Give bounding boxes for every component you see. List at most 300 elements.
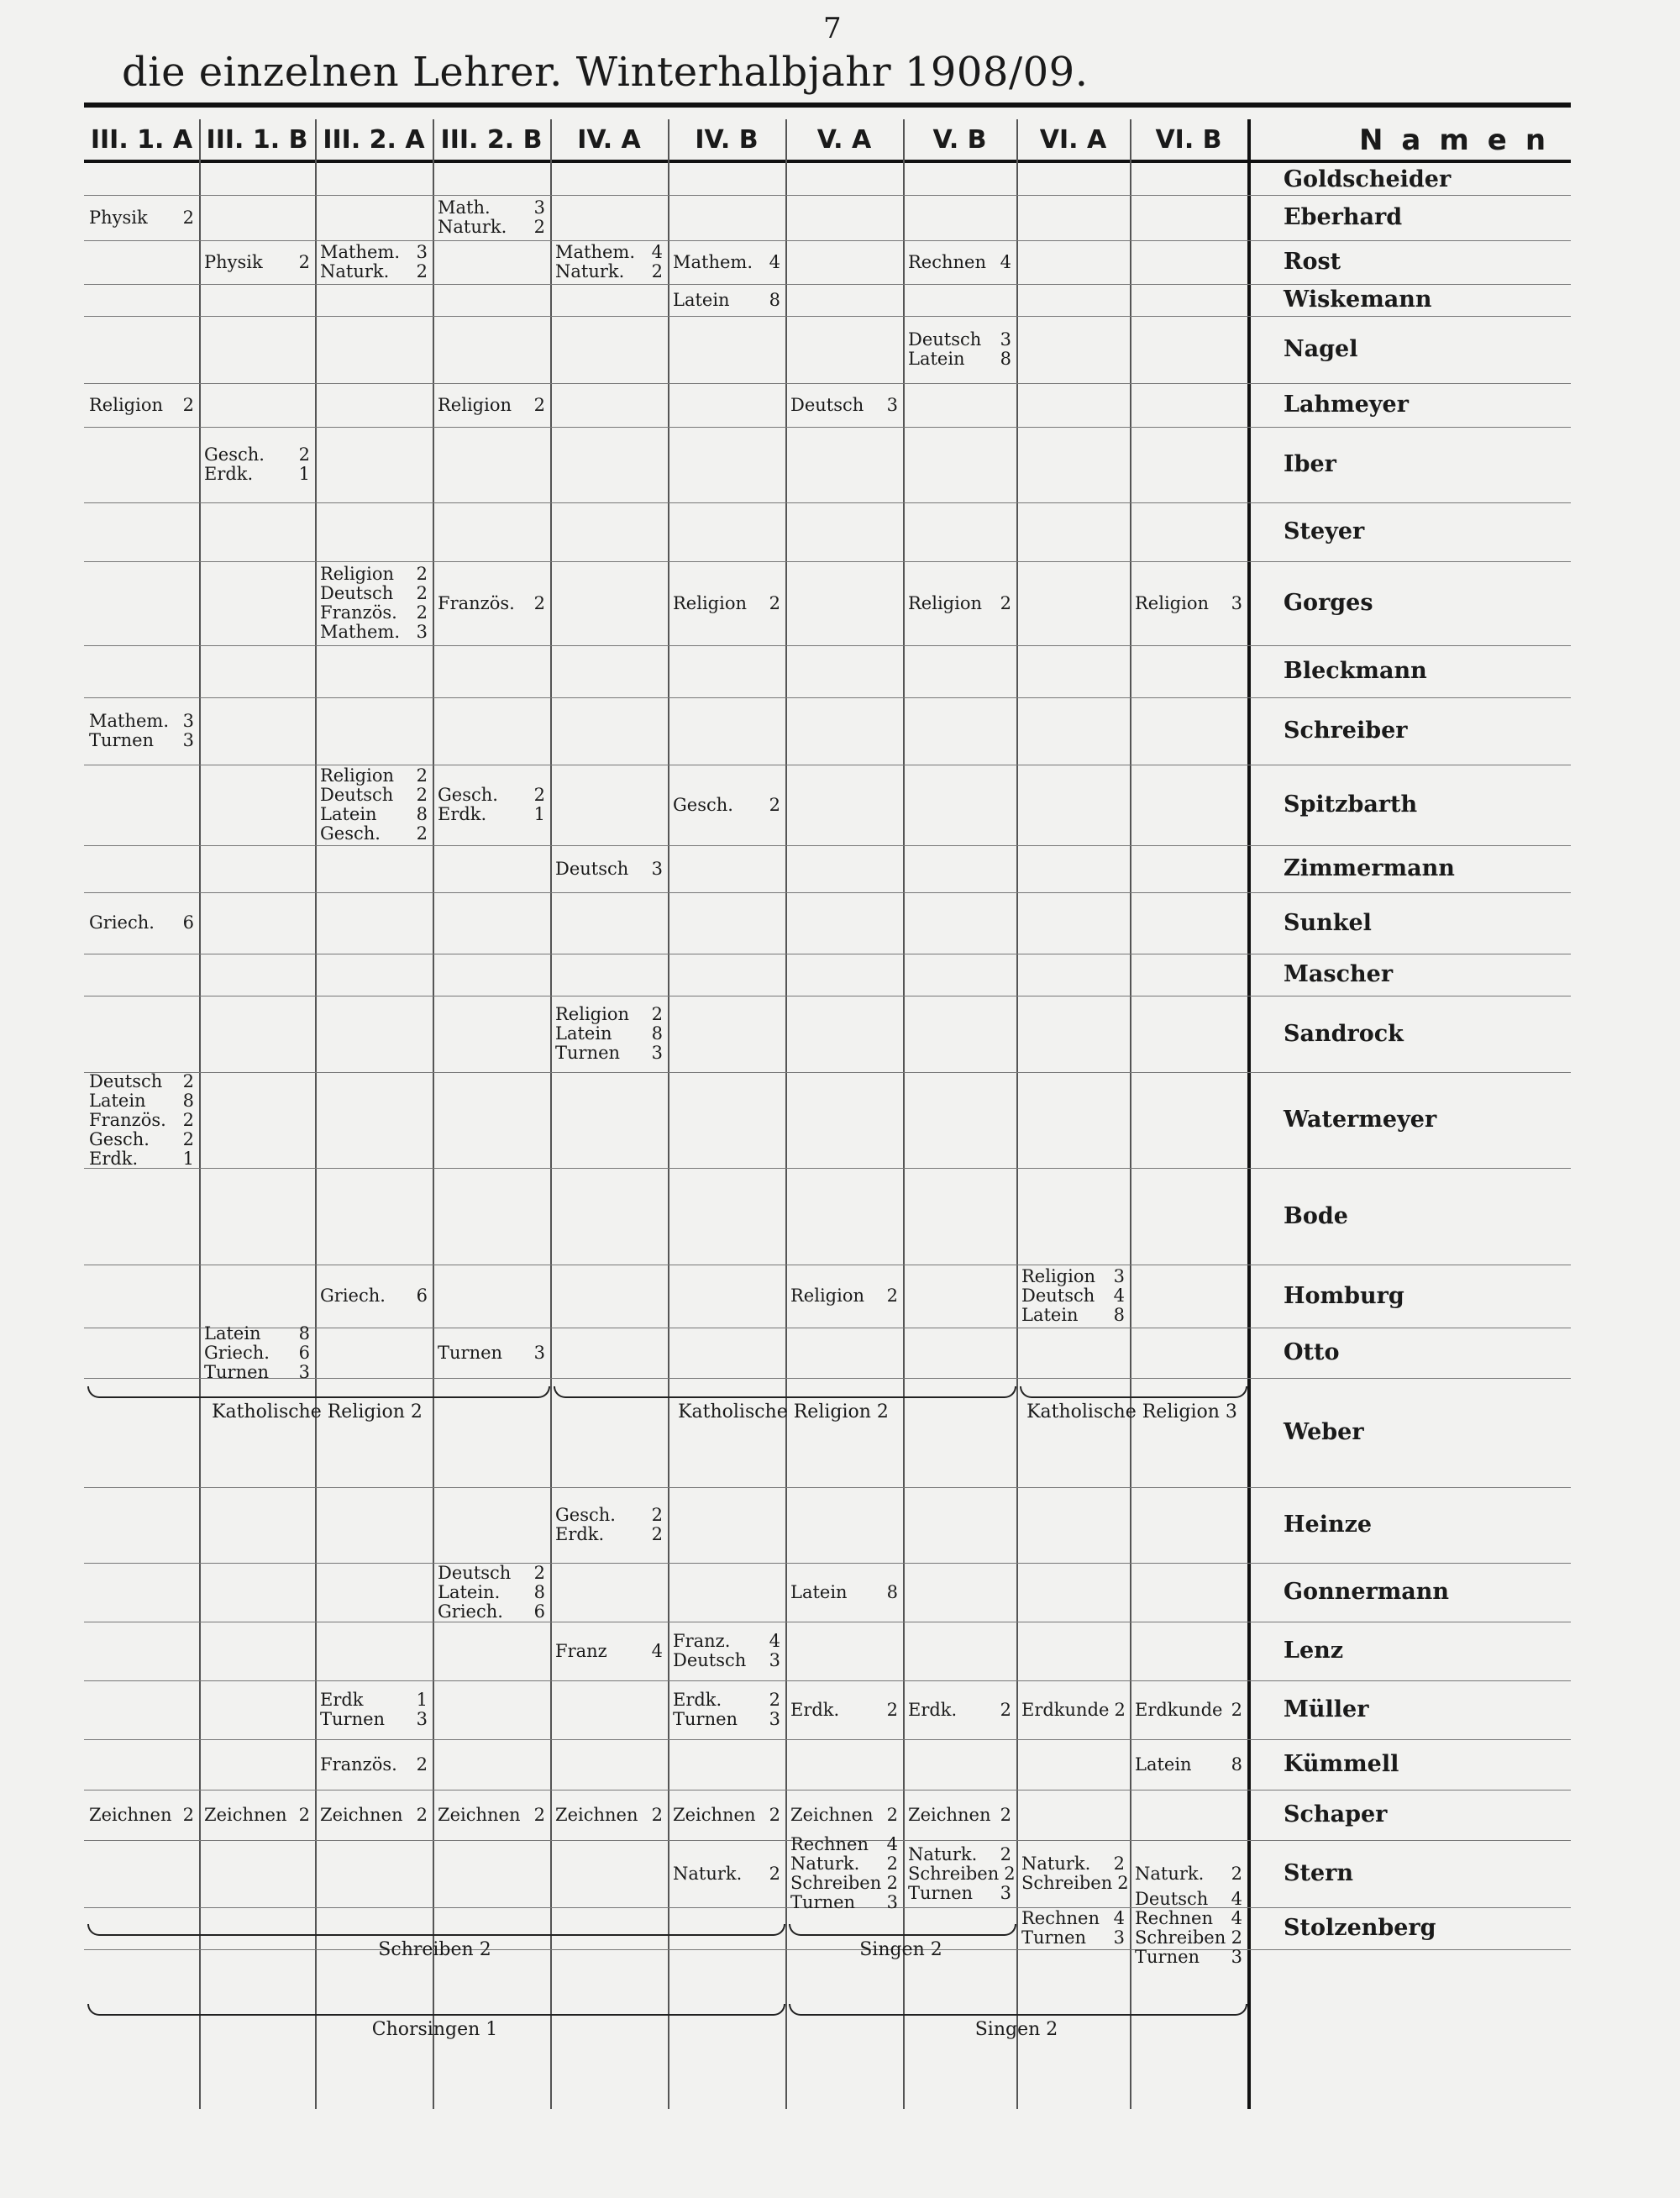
subject-name: Schreiben xyxy=(1021,1873,1113,1893)
subject-hours: 2 xyxy=(651,1505,663,1525)
subject-entry xyxy=(555,1005,663,1024)
subject-name: Deutsch xyxy=(320,583,394,603)
subject-entry xyxy=(89,731,194,750)
teacher-name: Otto xyxy=(1284,1339,1340,1365)
subject-entry xyxy=(320,603,428,623)
subject-hours: 2 xyxy=(416,785,428,805)
subject-name: Naturk. xyxy=(438,217,507,237)
schedule-cell xyxy=(438,1344,545,1363)
schedule-cell xyxy=(790,1835,898,1912)
column-divider xyxy=(433,119,434,2109)
subject-hours: 3 xyxy=(182,730,194,750)
subject-name: Deutsch xyxy=(438,1562,512,1583)
subject-hours: 4 xyxy=(769,251,780,272)
subject-entry xyxy=(320,786,428,805)
subject-entry xyxy=(89,1130,194,1149)
subject-entry xyxy=(1021,1306,1125,1325)
subject-name: Religion xyxy=(1135,592,1209,613)
subject-hours: 2 xyxy=(886,1873,898,1893)
subject-name: Deutsch xyxy=(89,1070,163,1091)
subject-entry xyxy=(555,1642,663,1661)
subject-name: Zeichnen xyxy=(673,1804,756,1825)
subject-name: Naturk. xyxy=(320,261,390,281)
teacher-name: Kümmell xyxy=(1284,1751,1399,1777)
subject-name: Erdkunde xyxy=(1021,1699,1110,1720)
span-brace xyxy=(554,1386,1016,1398)
schedule-cell xyxy=(908,1806,1011,1825)
schedule-cell xyxy=(790,1806,898,1825)
schedule-cell xyxy=(673,1806,780,1825)
subject-entry xyxy=(908,1845,1011,1864)
subject-hours: 2 xyxy=(1117,1873,1129,1893)
subject-name: Zeichnen xyxy=(320,1804,403,1825)
subject-name: Französ. xyxy=(320,602,397,623)
subject-hours: 2 xyxy=(886,1804,898,1825)
subject-entry xyxy=(555,1525,663,1544)
subject-entry xyxy=(555,1044,663,1063)
subject-entry xyxy=(89,1111,194,1130)
row-divider xyxy=(84,845,1571,846)
teacher-name: Sandrock xyxy=(1284,1020,1404,1047)
subject-hours: 2 xyxy=(1114,1699,1126,1720)
subject-name: Religion xyxy=(908,592,982,613)
subject-entry xyxy=(673,291,780,310)
teacher-name: Steyer xyxy=(1284,518,1365,544)
subject-entry xyxy=(438,1564,545,1583)
subject-hours: 2 xyxy=(1000,1699,1011,1720)
page-title: die einzelnen Lehrer. Winterhalbjahr 1908/09. xyxy=(122,49,1089,96)
class-header-8: V. B xyxy=(932,125,987,155)
schedule-cell xyxy=(673,594,780,613)
teacher-name: Eberhard xyxy=(1284,204,1403,230)
subject-name: Religion xyxy=(1021,1266,1095,1286)
teacher-name: Wiskemann xyxy=(1284,287,1432,313)
teacher-name: Lahmeyer xyxy=(1284,392,1409,418)
subject-name: Physik xyxy=(89,207,148,228)
teacher-name: Iber xyxy=(1284,451,1336,477)
subject-entry xyxy=(89,1806,194,1825)
subject-name: Deutsch xyxy=(908,329,982,350)
subject-entry xyxy=(790,1583,898,1602)
subject-entry xyxy=(673,1632,780,1651)
class-header-2: III. 1. B xyxy=(206,125,308,155)
subject-name: Gesch. xyxy=(438,785,498,805)
schedule-cell xyxy=(320,1755,428,1775)
subject-hours: 6 xyxy=(533,1601,545,1622)
subject-hours: 2 xyxy=(886,1699,898,1720)
span-brace xyxy=(87,2004,785,2016)
schedule-cell xyxy=(673,796,780,815)
subject-hours: 8 xyxy=(886,1581,898,1602)
subject-entry xyxy=(320,805,428,824)
schedule-cell xyxy=(89,1072,194,1169)
subject-name: Griech. xyxy=(204,1342,270,1363)
subject-hours: 2 xyxy=(416,765,428,786)
subject-hours: 2 xyxy=(298,251,310,272)
schedule-cell xyxy=(438,786,545,824)
subject-name: Gesch. xyxy=(89,1128,150,1149)
subject-entry xyxy=(790,1835,898,1854)
subject-hours: 3 xyxy=(182,711,194,731)
names-divider xyxy=(1247,119,1251,2109)
subject-entry xyxy=(790,1854,898,1874)
subject-entry xyxy=(204,253,310,272)
subject-name: Gesch. xyxy=(204,444,265,465)
span-brace xyxy=(789,2004,1247,2016)
subject-entry xyxy=(555,1506,663,1525)
subject-entry xyxy=(555,860,663,879)
subject-name: Französ. xyxy=(320,1754,397,1775)
subject-entry xyxy=(89,1091,194,1111)
subject-hours: 2 xyxy=(182,394,194,415)
subject-entry xyxy=(790,396,898,415)
subject-hours: 2 xyxy=(298,1804,310,1825)
subject-name: Turnen xyxy=(673,1709,738,1729)
subject-hours: 4 xyxy=(1231,1889,1242,1909)
subject-name: Zeichnen xyxy=(908,1804,991,1825)
row-divider xyxy=(84,892,1571,893)
subject-hours: 1 xyxy=(416,1690,428,1710)
subject-name: Zeichnen xyxy=(555,1804,638,1825)
subject-name: Griech. xyxy=(438,1601,503,1622)
subject-entry xyxy=(1135,1755,1242,1775)
schedule-cell xyxy=(555,243,663,281)
subject-hours: 2 xyxy=(533,394,545,415)
column-divider xyxy=(785,119,787,2109)
subject-hours: 4 xyxy=(769,1631,780,1651)
subject-hours: 4 xyxy=(1000,251,1011,272)
subject-name: Religion xyxy=(438,394,512,415)
schedule-cell xyxy=(1021,1267,1125,1325)
schedule-cell xyxy=(673,1691,780,1729)
schedule-cell xyxy=(673,291,780,310)
teacher-name: Bleckmann xyxy=(1284,658,1427,684)
subject-hours: 4 xyxy=(1113,1286,1125,1306)
subject-hours: 3 xyxy=(298,1361,310,1382)
subject-name: Naturk. xyxy=(790,1854,860,1874)
teacher-name: Schreiber xyxy=(1284,718,1408,744)
subject-hours: 3 xyxy=(769,1709,780,1729)
row-divider xyxy=(84,427,1571,428)
subject-hours: 2 xyxy=(1004,1863,1016,1884)
subject-hours: 8 xyxy=(1113,1305,1125,1325)
subject-hours: 2 xyxy=(533,592,545,613)
schedule-cell xyxy=(908,594,1011,613)
subject-entry xyxy=(908,1806,1011,1825)
schedule-cell xyxy=(89,1806,194,1825)
schedule-cell xyxy=(89,913,194,933)
column-divider xyxy=(315,119,317,2109)
subject-name: Schreiben xyxy=(790,1873,882,1893)
subject-hours: 2 xyxy=(1113,1854,1125,1874)
subject-entry xyxy=(320,1286,428,1306)
subject-name: Turnen xyxy=(790,1892,856,1912)
subject-hours: 1 xyxy=(298,464,310,484)
subject-name: Turnen xyxy=(320,1709,386,1729)
subject-hours: 2 xyxy=(182,1804,194,1825)
subject-hours: 4 xyxy=(1113,1908,1125,1928)
subject-entry xyxy=(908,1701,1011,1720)
subject-name: Turnen xyxy=(438,1342,503,1363)
subject-entry xyxy=(790,1874,898,1893)
subject-entry xyxy=(204,445,310,465)
span-brace xyxy=(87,1924,785,1936)
schedule-cell xyxy=(320,1691,428,1729)
schedule-cell xyxy=(1135,1755,1242,1775)
subject-hours: 4 xyxy=(651,242,663,262)
subject-name: Deutsch xyxy=(1135,1889,1209,1909)
subject-entry xyxy=(320,766,428,786)
subject-entry xyxy=(438,805,545,824)
subject-hours: 2 xyxy=(769,1863,780,1884)
subject-entry xyxy=(1135,1948,1242,1967)
row-divider xyxy=(84,195,1571,196)
subject-entry xyxy=(1135,1701,1242,1720)
subject-hours: 2 xyxy=(1000,1804,1011,1825)
teacher-name: Goldscheider xyxy=(1284,166,1452,192)
subject-name: Naturk. xyxy=(1021,1854,1091,1874)
subject-entry xyxy=(320,262,428,281)
subject-name: Naturk. xyxy=(1135,1863,1205,1884)
page-number: 7 xyxy=(823,12,842,45)
class-header-3: III. 2. A xyxy=(323,125,425,155)
subject-hours: 2 xyxy=(769,1804,780,1825)
subject-entry xyxy=(320,565,428,584)
subject-hours: 4 xyxy=(886,1834,898,1854)
schedule-cell xyxy=(1021,1854,1129,1893)
subject-name: Religion xyxy=(320,765,394,786)
subject-name: Latein xyxy=(908,349,965,369)
subject-hours: 2 xyxy=(416,1804,428,1825)
subject-name: Turnen xyxy=(1135,1947,1200,1967)
subject-name: Turnen xyxy=(1021,1927,1087,1948)
subject-hours: 2 xyxy=(182,1128,194,1149)
subject-hours: 8 xyxy=(533,1581,545,1602)
subject-entry xyxy=(908,1884,1011,1903)
subject-entry xyxy=(1021,1928,1125,1948)
subject-hours: 8 xyxy=(298,1322,310,1344)
subject-name: Rechnen xyxy=(1135,1908,1214,1928)
schedule-cell xyxy=(673,1864,780,1884)
subject-name: Erdk. xyxy=(438,804,487,824)
subject-entry xyxy=(1021,1909,1125,1928)
subject-entry xyxy=(89,396,194,415)
subject-hours: 6 xyxy=(182,912,194,933)
subject-entry xyxy=(908,350,1011,369)
column-divider xyxy=(903,119,905,2109)
subject-hours: 3 xyxy=(1231,592,1242,613)
subject-entry xyxy=(320,1755,428,1775)
teacher-name: Weber xyxy=(1284,1419,1364,1445)
span-label: Chorsingen 1 xyxy=(371,2019,498,2040)
column-divider xyxy=(1130,119,1131,2109)
subject-name: Latein. xyxy=(438,1581,501,1602)
subject-name: Latein xyxy=(204,1322,261,1344)
subject-name: Gesch. xyxy=(320,823,381,844)
subject-hours: 4 xyxy=(1231,1908,1242,1928)
subject-hours: 2 xyxy=(416,823,428,844)
subject-entry xyxy=(89,1072,194,1091)
subject-name: Franz xyxy=(555,1640,607,1661)
schedule-cell xyxy=(908,1843,1016,1903)
subject-hours: 3 xyxy=(1113,1927,1125,1948)
row-divider xyxy=(84,561,1571,562)
subject-hours: 2 xyxy=(416,583,428,603)
subject-entry xyxy=(204,1344,310,1363)
subject-entry xyxy=(320,623,428,642)
subject-hours: 3 xyxy=(769,1650,780,1670)
subject-entry xyxy=(555,262,663,281)
schedule-cell xyxy=(204,445,310,484)
schedule-cell xyxy=(89,712,194,750)
subject-entry xyxy=(1135,1909,1242,1928)
subject-hours: 3 xyxy=(416,1709,428,1729)
subject-hours: 3 xyxy=(651,1043,663,1063)
subject-entry xyxy=(790,1806,898,1825)
subject-hours: 2 xyxy=(769,592,780,613)
subject-hours: 3 xyxy=(416,622,428,642)
teacher-name: Mascher xyxy=(1284,961,1394,987)
schedule-cell xyxy=(438,1564,545,1622)
subject-hours: 2 xyxy=(1231,1863,1242,1884)
subject-name: Griech. xyxy=(320,1286,386,1306)
subject-hours: 2 xyxy=(416,261,428,281)
schedule-cell xyxy=(673,1632,780,1670)
row-divider xyxy=(84,502,1571,503)
subject-hours: 3 xyxy=(533,197,545,218)
subject-hours: 4 xyxy=(651,1640,663,1661)
subject-hours: 2 xyxy=(886,1854,898,1874)
class-header-10: VI. B xyxy=(1155,125,1222,155)
subject-name: Französ. xyxy=(438,592,515,613)
subject-name: Gesch. xyxy=(555,1505,616,1525)
subject-hours: 2 xyxy=(769,794,780,815)
subject-hours: 2 xyxy=(886,1286,898,1306)
subject-hours: 2 xyxy=(182,1070,194,1091)
schedule-cell xyxy=(1135,1701,1242,1720)
subject-hours: 8 xyxy=(1231,1754,1242,1775)
teacher-name: Schaper xyxy=(1284,1801,1388,1827)
subject-entry xyxy=(438,218,545,237)
subject-name: Erdk. xyxy=(204,464,254,484)
subject-name: Mathem. xyxy=(673,251,753,272)
subject-name: Zeichnen xyxy=(204,1804,287,1825)
subject-entry xyxy=(673,594,780,613)
subject-name: Naturk. xyxy=(555,261,625,281)
subject-name: Religion xyxy=(673,592,747,613)
row-divider xyxy=(84,1487,1571,1488)
subject-entry xyxy=(673,1864,780,1884)
subject-name: Naturk. xyxy=(673,1863,743,1884)
subject-hours: 8 xyxy=(1000,349,1011,369)
subject-name: Gesch. xyxy=(673,794,733,815)
teacher-name: Homburg xyxy=(1284,1282,1404,1309)
subject-hours: 1 xyxy=(182,1148,194,1169)
subject-hours: 1 xyxy=(533,804,545,824)
subject-name: Math. xyxy=(438,197,491,218)
schedule-cell xyxy=(320,243,428,281)
subject-hours: 3 xyxy=(886,1892,898,1912)
subject-entry xyxy=(89,1149,194,1169)
subject-name: Religion xyxy=(555,1004,629,1024)
subject-entry xyxy=(908,594,1011,613)
subject-hours: 8 xyxy=(416,804,428,824)
subject-entry xyxy=(204,1806,310,1825)
subject-entry xyxy=(673,1806,780,1825)
subject-hours: 3 xyxy=(651,858,663,879)
subject-entry xyxy=(1021,1267,1125,1286)
teacher-name: Heinze xyxy=(1284,1512,1373,1538)
subject-hours: 2 xyxy=(651,1004,663,1024)
schedule-cell xyxy=(89,396,194,415)
subject-hours: 2 xyxy=(298,444,310,465)
row-divider xyxy=(84,1739,1571,1740)
subject-name: Mathem. xyxy=(320,622,401,642)
subject-name: Deutsch xyxy=(555,858,629,879)
row-divider xyxy=(84,240,1571,241)
schedule-cell xyxy=(1021,1701,1125,1720)
subject-entry xyxy=(320,824,428,844)
subject-entry xyxy=(790,1893,898,1912)
subject-name: Schreiben xyxy=(908,1863,1000,1884)
row-divider xyxy=(84,383,1571,384)
schedule-cell xyxy=(908,253,1011,272)
subject-name: Latein xyxy=(790,1581,848,1602)
subject-name: Erdk. xyxy=(555,1524,605,1544)
span-label: Singen 2 xyxy=(859,1939,942,1960)
schedule-cell xyxy=(555,1506,663,1544)
subject-entry xyxy=(438,1344,545,1363)
subject-entry xyxy=(1021,1286,1125,1306)
subject-name: Latein xyxy=(555,1023,612,1044)
subject-entry xyxy=(673,253,780,272)
schedule-cell xyxy=(908,1701,1011,1720)
row-divider xyxy=(84,1168,1571,1169)
subject-name: Zeichnen xyxy=(438,1804,521,1825)
subject-entry xyxy=(320,1710,428,1729)
subject-entry xyxy=(908,253,1011,272)
subject-hours: 6 xyxy=(298,1342,310,1363)
subject-name: Franz. xyxy=(673,1631,731,1651)
schedule-cell xyxy=(320,766,428,844)
teacher-name: Rost xyxy=(1284,249,1341,275)
header-rule-top xyxy=(84,103,1571,108)
class-header-7: V. A xyxy=(816,125,872,155)
subject-name: Griech. xyxy=(89,912,155,933)
subject-hours: 2 xyxy=(182,1109,194,1130)
subject-hours: 3 xyxy=(533,1342,545,1363)
subject-hours: 2 xyxy=(533,785,545,805)
subject-hours: 2 xyxy=(1231,1699,1242,1720)
subject-name: Turnen xyxy=(89,730,155,750)
subject-entry xyxy=(89,913,194,933)
schedule-cell xyxy=(1135,1864,1242,1884)
subject-name: Erdk. xyxy=(908,1699,958,1720)
schedule-cell xyxy=(320,1806,428,1825)
subject-entry xyxy=(908,1863,1016,1884)
subject-name: Mathem. xyxy=(320,242,401,262)
schedule-cell xyxy=(555,860,663,879)
row-divider xyxy=(84,316,1571,317)
subject-hours: 2 xyxy=(416,602,428,623)
subject-entry xyxy=(438,396,545,415)
subject-name: Turnen xyxy=(908,1882,974,1903)
span-brace xyxy=(87,1386,550,1398)
subject-entry xyxy=(1135,1864,1242,1884)
schedule-cell xyxy=(555,1806,663,1825)
teacher-name: Spitzbarth xyxy=(1284,791,1418,818)
subject-name: Turnen xyxy=(204,1361,270,1382)
